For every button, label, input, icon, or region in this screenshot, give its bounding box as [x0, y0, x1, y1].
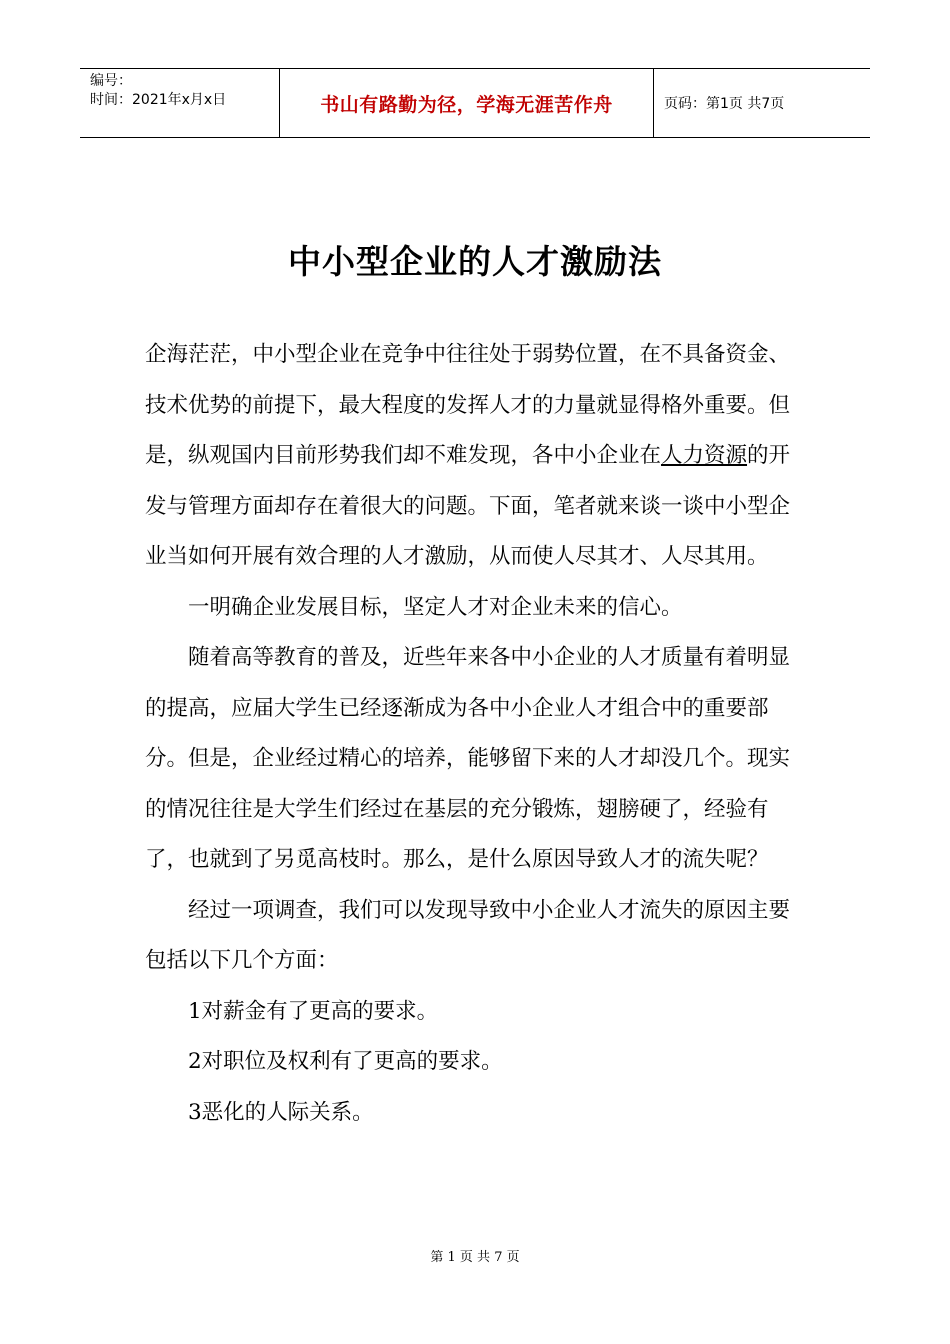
- header-number-label: 编号：: [90, 73, 132, 89]
- body-paragraph-survey: 经过一项调查，我们可以发现导致中小企业人才流失的原因主要包括以下几个方面：: [145, 897, 791, 973]
- list-item-salary: 1对薪金有了更高的要求。: [188, 998, 439, 1024]
- body-paragraph-intro: [145, 330, 810, 583]
- header-meta-cell: [80, 69, 280, 137]
- human-resources-link[interactable]: 人力资源: [661, 443, 748, 468]
- intro-text-after-link: 的开发与管理方面却存在着很大的问题。下面，笔者就来谈一谈中小型企业当如何开展有效合理的人才激励，从而使人尽其才、人尽其用。: [145, 443, 791, 569]
- body-paragraph-talent-loss: 随着高等教育的普及，近些年来各中小企业的人才质量有着明显的提高，应届大学生已经逐渐成为各中小企业人才组合中的重要部分。但是，企业经过精心的培养，能够留下来的人才却没几个。现实的情况往往是大学生们经过在基层的充分锻炼，翅膀硬了，经验有了，也就到了另觅高枝时。那么，是什么原因导致人才的流失呢？: [145, 645, 791, 872]
- header-motto: 书山有路勤为径，学海无涯苦作舟: [280, 69, 654, 137]
- list-item-position: 2对职位及权利有了更高的要求。: [188, 1049, 503, 1074]
- page-footer: 第 1 页 共 7 页: [430, 1250, 520, 1265]
- header-page-info: 页码：第1页 共7页: [664, 96, 785, 112]
- list-item-relations: 3恶化的人际关系。: [188, 1099, 374, 1125]
- header-time-label: 时间：2021年x月x日: [90, 92, 227, 108]
- document-body: [145, 330, 810, 1138]
- body-paragraph-heading-one: 一明确企业发展目标，坚定人才对企业未来的信心。: [188, 594, 683, 620]
- intro-text-before-link: 企海茫茫，中小型企业在竞争中往往处于弱势位置，在不具备资金、技术优势的前提下，最大程度的发挥人才的力量就显得格外重要。但是，纵观国内目前形势我们却不难发现，各中小企业在: [145, 342, 791, 468]
- document-header: [80, 68, 870, 138]
- document-title: 中小型企业的人才激励法: [288, 242, 662, 281]
